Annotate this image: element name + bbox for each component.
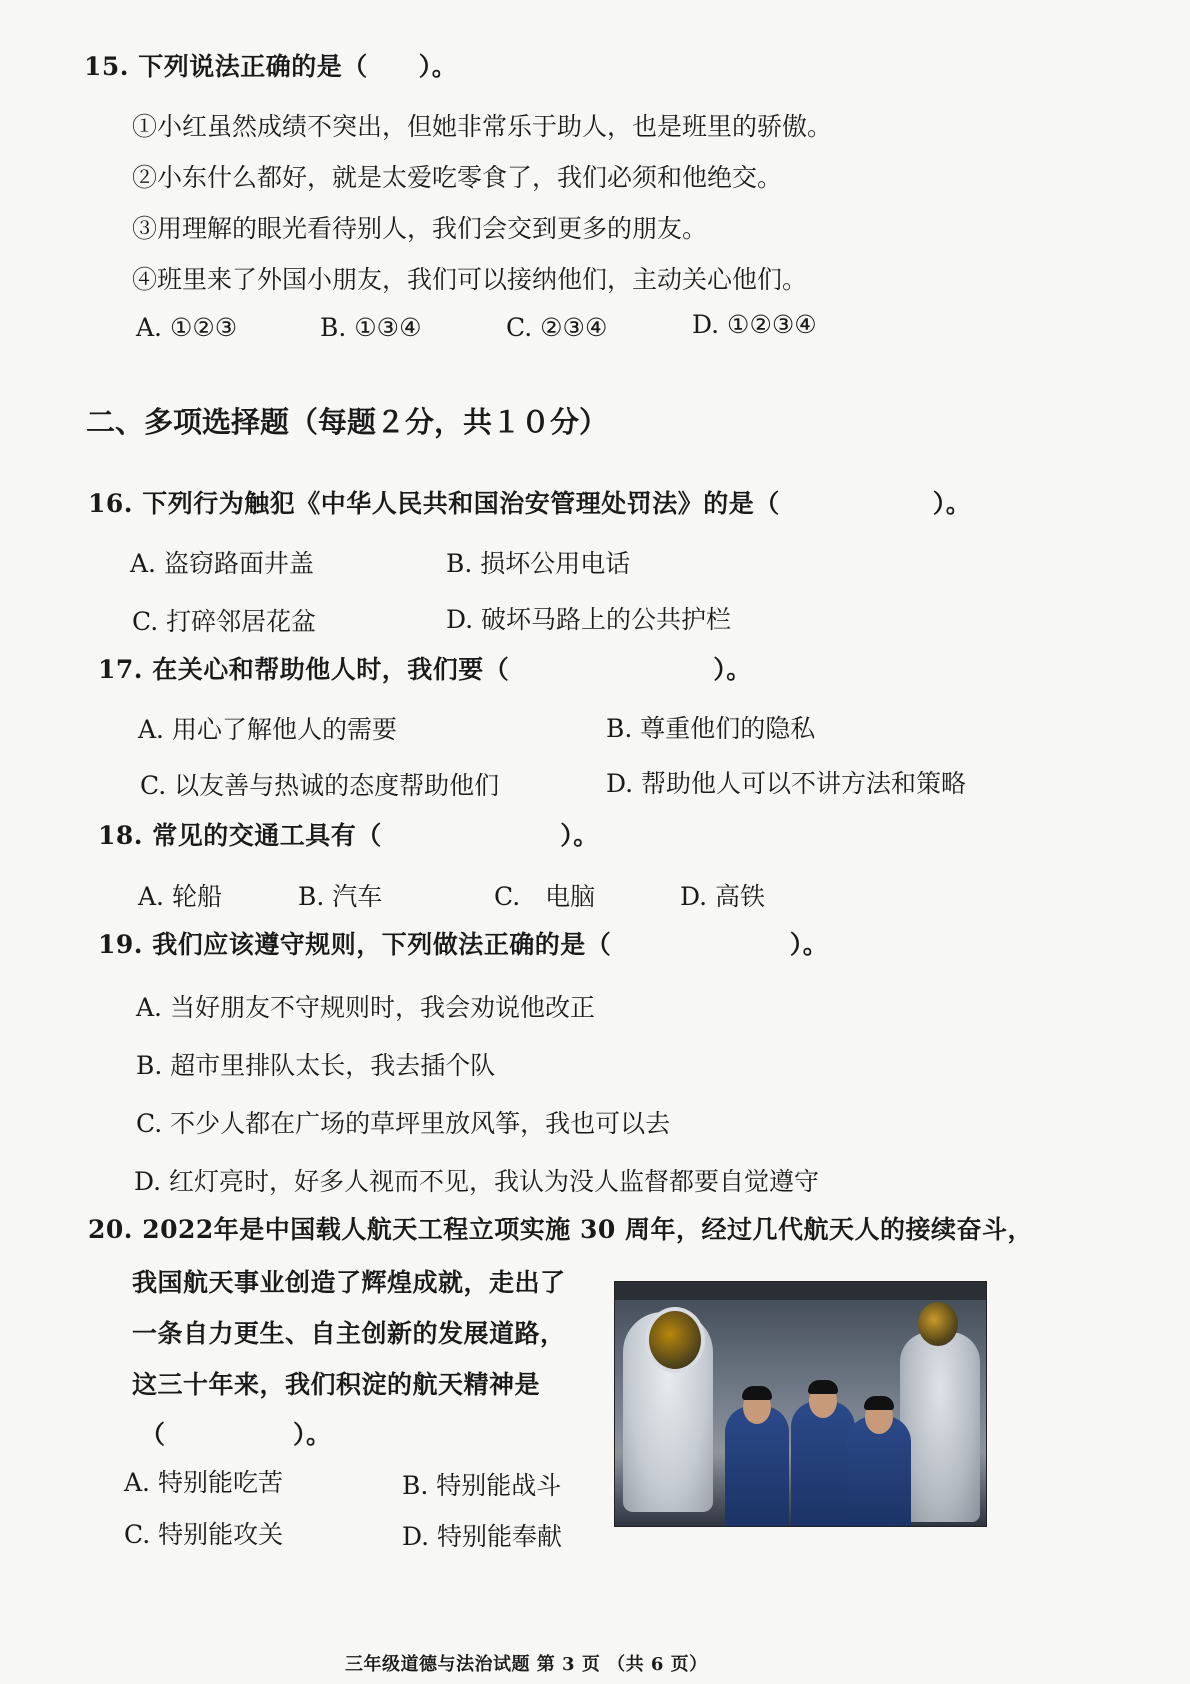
q20-option-a[interactable]: A. 特别能吃苦 [124,1468,283,1497]
q17-option-c[interactable]: C. 以友善与热诚的态度帮助他们 [140,771,500,800]
q17-option-b[interactable]: B. 尊重他们的隐私 [606,714,816,743]
q19-stem: 19. 我们应该遵守规则，下列做法正确的是（ ）。 [98,930,829,959]
q16-stem: 16. 下列行为触犯《中华人民共和国治安管理处罚法》的是（ ）。 [88,489,972,518]
astronaut-1 [725,1406,789,1526]
q15-option-c[interactable]: C. ②③④ [506,313,608,342]
q15-option-a[interactable]: A. ①②③ [136,313,238,342]
q19-option-a[interactable]: A. 当好朋友不守规则时，我会劝说他改正 [136,993,595,1022]
q15-statement-4: ④班里来了外国小朋友，我们可以接纳他们，主动关心他们。 [132,265,808,294]
q18-option-a[interactable]: A. 轮船 [138,882,222,911]
helmet-right [918,1302,958,1346]
q20-stem-line-5: （ ）。 [140,1420,332,1449]
q16-option-b[interactable]: B. 损坏公用电话 [446,549,631,578]
q17-option-a[interactable]: A. 用心了解他人的需要 [138,715,397,744]
q15-option-d[interactable]: D. ①②③④ [692,310,817,339]
astronauts-photo [614,1281,987,1527]
q16-option-d[interactable]: D. 破坏马路上的公共护栏 [446,605,732,634]
q16-option-a[interactable]: A. 盗窃路面井盖 [130,549,314,578]
helmet-left [645,1307,705,1373]
photo-ceiling [615,1282,986,1300]
astronaut-2-hair [808,1380,838,1394]
q20-stem-line-1: 20. 2022年是中国载人航天工程立项实施 30 周年，经过几代航天人的接续奋斗， [88,1215,1033,1244]
q18-stem: 18. 常见的交通工具有（ ）。 [98,821,599,850]
q20-option-c[interactable]: C. 特别能攻关 [124,1520,284,1549]
q18-option-c[interactable]: C. 电脑 [494,882,596,911]
q20-option-b[interactable]: B. 特别能战斗 [402,1471,562,1500]
q20-stem-line-4: 这三十年来，我们积淀的航天精神是 [132,1370,541,1399]
spacesuit-right [900,1332,980,1522]
q18-option-b[interactable]: B. 汽车 [298,882,383,911]
q16-option-c[interactable]: C. 打碎邻居花盆 [132,607,317,636]
q15-statement-1: ①小红虽然成绩不突出，但她非常乐于助人，也是班里的骄傲。 [132,112,833,141]
q19-option-c[interactable]: C. 不少人都在广场的草坪里放风筝，我也可以去 [136,1109,671,1138]
q20-option-d[interactable]: D. 特别能奉献 [402,1522,563,1551]
q17-option-d[interactable]: D. 帮助他人可以不讲方法和策略 [606,769,967,798]
q19-option-b[interactable]: B. 超市里排队太长，我去插个队 [136,1051,496,1080]
q15-option-b[interactable]: B. ①③④ [320,313,422,342]
section-2-title: 二、多项选择题（每题２分，共１０分） [86,405,609,439]
q15-stem: 15. 下列说法正确的是（ ）。 [84,52,458,81]
astronaut-3-hair [864,1396,894,1410]
q18-option-d[interactable]: D. 高铁 [680,882,766,911]
q19-option-d[interactable]: D. 红灯亮时，好多人视而不见，我认为没人监督都要自觉遵守 [134,1167,820,1196]
astronaut-2 [791,1401,855,1526]
q17-stem: 17. 在关心和帮助他人时，我们要（ ）。 [98,655,752,684]
q15-statement-3: ③用理解的眼光看待别人，我们会交到更多的朋友。 [132,214,708,243]
astronaut-1-hair [742,1386,772,1400]
q20-stem-line-3: 一条自力更生、自主创新的发展道路， [132,1319,566,1348]
page-footer: 三年级道德与法治试题 第 3 页 （共 6 页） [345,1654,708,1675]
q15-statement-2: ②小东什么都好，就是太爱吃零食了，我们必须和他绝交。 [132,163,783,192]
q20-stem-line-2: 我国航天事业创造了辉煌成就，走出了 [132,1268,566,1297]
